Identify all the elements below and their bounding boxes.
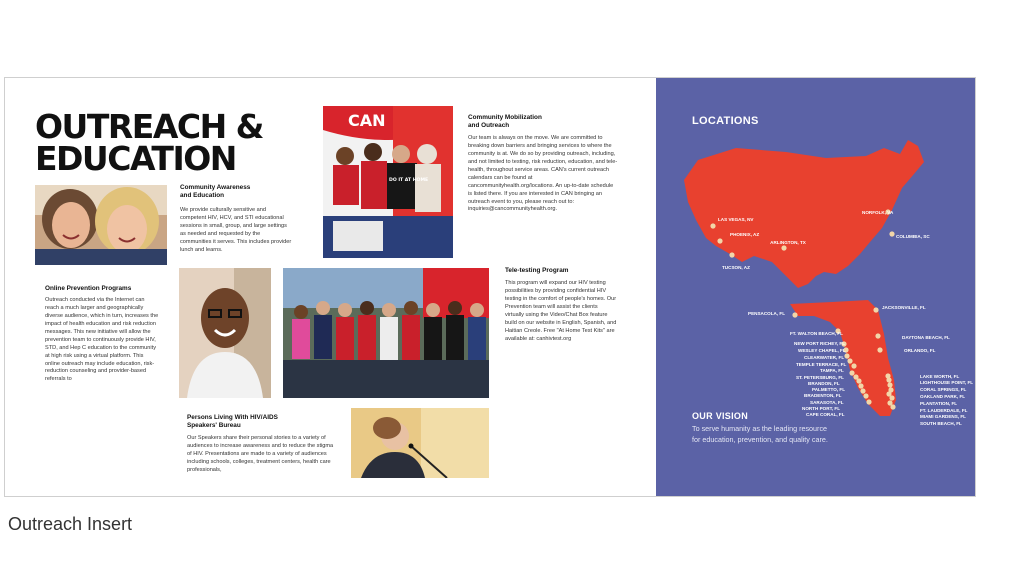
city-marker <box>849 370 854 375</box>
city-marker <box>851 363 856 368</box>
city-marker <box>856 378 861 383</box>
teletesting-body: This program will expand our HIV testing possibilities by providing confidential HIV testing in the comfort of people's homes. Our Prevention team will assist the clients virtually using the Video/Chat Box feature build on our website in English, Spanish, and Haitian Creole. Free "At Home Test Kits" are available at: canhivtest.org <box>505 280 617 342</box>
photo-team-group <box>283 268 489 398</box>
city-label: PENSACOLA, FL <box>748 311 786 316</box>
city-marker <box>889 395 894 400</box>
city-label: MIAMI GARDENS, FL <box>920 414 966 419</box>
city-label: DAYTONA BEACH, FL <box>902 335 950 340</box>
city-label: CAPE CORAL, FL <box>806 412 845 417</box>
city-label: BRANDON, FL <box>808 381 840 386</box>
online-heading: Online Prevention Programs <box>45 285 132 292</box>
city-label: ST. PETERSBURG, FL <box>796 375 844 380</box>
city-label: COLUMBIA, SC <box>896 234 930 239</box>
city-marker <box>877 347 882 352</box>
city-label: NORTH PORT, FL <box>802 406 841 411</box>
city-marker <box>792 312 797 317</box>
city-label: LIGHTHOUSE POINT, FL <box>920 380 974 385</box>
online-body: Outreach conducted via the Internet can reach a much larger and geographically diverse audience, which in turn, increases the impact of health education and risk reduction messages. This new initiative will allow the prevention team to continuously provide HIV, STD, and Hep C education to the community at high risk using a virtual platform. This online outreach may include education, risk-reduction counseling and provider-based referrals to <box>45 297 159 383</box>
city-marker <box>844 353 849 358</box>
title-line-1: OUTREACH & <box>35 107 263 146</box>
city-label: CORAL SPRINGS, FL <box>920 387 967 392</box>
photo-outreach-tent <box>323 106 453 258</box>
teletesting-heading: Tele-testing Program <box>505 267 569 274</box>
city-marker <box>873 307 878 312</box>
city-label: BRADENTON, FL <box>804 393 842 398</box>
mobilization-heading: Community Mobilization and Outreach <box>468 114 542 130</box>
shirt-text: DO IT AT HOME <box>389 178 429 183</box>
brochure-spread <box>4 77 976 497</box>
awareness-heading: Community Awareness and Education <box>180 184 251 200</box>
city-label: PHOENIX, AZ <box>730 232 760 237</box>
city-label: LAKE WORTH, FL <box>920 374 960 379</box>
photo-smiling-man <box>179 268 271 398</box>
city-label: CLEARWATER, FL <box>804 355 845 360</box>
city-label: PLANTATION, FL <box>920 401 958 406</box>
city-label: TEMPLE TERRACE, FL <box>796 362 847 367</box>
city-marker <box>889 231 894 236</box>
vision-body: To serve humanity as the leading resource for education, prevention, and quality care. <box>692 424 828 444</box>
city-marker <box>847 358 852 363</box>
left-page <box>5 78 656 497</box>
city-marker <box>866 399 871 404</box>
city-label: ARLINGTON, TX <box>770 240 806 245</box>
city-label: PALMETTO, FL <box>812 387 846 392</box>
city-marker <box>890 404 895 409</box>
photo-two-women <box>35 185 167 265</box>
city-label: SOUTH BEACH, FL <box>920 421 962 426</box>
city-label: ORLANDO, FL <box>904 348 936 353</box>
city-marker <box>781 245 786 250</box>
city-label: TAMPA, FL <box>820 368 844 373</box>
city-label: SARASOTA, FL <box>810 400 844 405</box>
city-label: LAS VEGAS, NV <box>718 217 754 222</box>
city-label: FT. WALTON BEACH, FL <box>790 331 843 336</box>
city-label: FT. LAUDERDALE, FL <box>920 408 968 413</box>
city-label: TUCSON, AZ <box>722 265 750 270</box>
city-label: JACKSONVILLE, FL <box>882 305 926 310</box>
mobilization-body: Our team is always on the move. We are committed to breaking down barriers and bringing services to where the community is at. We do so by providing outreach, including, and not limited to testing, risk reduction, education, and tele-health, throughout service areas. CAN's current outreach calendars can be found at cancommunityhealth.org/locations. An up-to-date schedule is listed there. If you are interested in CAN bringing an outreach event to you, please reach out to: inquiries@cancommunityhealth.org. <box>468 135 618 213</box>
city-label: WESLEY CHAPEL, FL <box>798 348 846 353</box>
awareness-body: We provide culturally sensitive and competent HIV, HCV, and STI educational sessions in small, group, and large settings as needed and requested by the communities it serves. This includes provider lunch and learns. <box>180 207 292 253</box>
caption: Outreach Insert <box>8 514 133 534</box>
city-marker <box>717 238 722 243</box>
city-marker <box>887 382 892 387</box>
speakers-body: Our Speakers share their personal stories to a variety of audiences to increase awareness and to reduce the stigma of HIV. Presentations are made to a variety of audiences including schools, colleges, treatment centers, health care professionals, <box>187 435 334 473</box>
city-marker <box>710 223 715 228</box>
locations-panel <box>656 78 976 497</box>
title-line-2: EDUCATION <box>35 139 236 178</box>
city-marker <box>858 383 863 388</box>
city-label: OAKLAND PARK, FL <box>920 394 966 399</box>
locations-heading: LOCATIONS <box>692 115 759 127</box>
city-marker <box>886 377 891 382</box>
vision-heading: OUR VISION <box>692 411 749 421</box>
speakers-heading: Persons Living With HIV/AIDS Speakers' Bureau <box>187 414 278 430</box>
city-marker <box>875 333 880 338</box>
photo-speaker-woman <box>351 408 489 478</box>
city-label: NEW PORT RICHEY, FL <box>794 341 846 346</box>
banner-text: CAN <box>348 111 386 130</box>
city-marker <box>863 393 868 398</box>
city-marker <box>729 252 734 257</box>
city-label: NORFOLK, VA <box>862 210 894 215</box>
city-marker <box>860 388 865 393</box>
